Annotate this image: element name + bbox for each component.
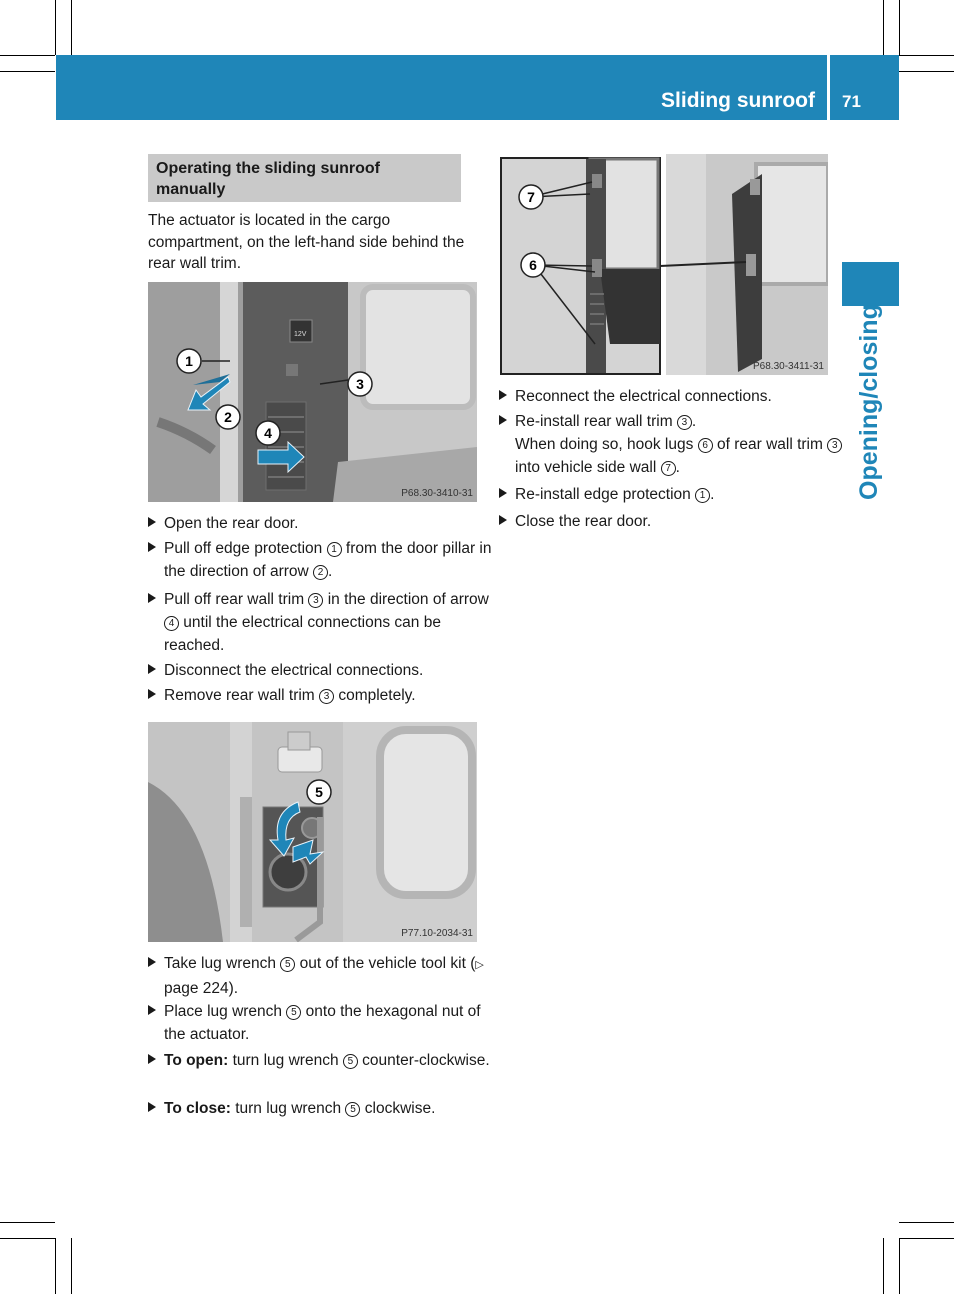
chapter-tab xyxy=(842,262,899,306)
step-text: counter-clockwise. xyxy=(357,1052,490,1069)
callout-6: 6 xyxy=(529,257,537,273)
header-bar xyxy=(56,55,899,120)
step-text: . xyxy=(691,413,697,430)
step-text: page 224). xyxy=(164,980,239,997)
step-text: in the direction of arrow xyxy=(323,591,489,608)
crop-mark xyxy=(71,1238,72,1294)
page-reference-icon: ▷ xyxy=(475,959,484,971)
callout-reference: 2 xyxy=(313,565,328,580)
callout-reference: 5 xyxy=(345,1102,360,1117)
callout-reference: 7 xyxy=(661,461,676,476)
step-text: Remove rear wall trim xyxy=(164,687,320,704)
callout-reference: 6 xyxy=(698,438,713,453)
instruction-step xyxy=(148,588,494,657)
step-arrow-icon xyxy=(148,689,156,699)
step-text: onto the hexagonal nut of the actuator. xyxy=(164,1003,481,1043)
figure-rear-wall-trim xyxy=(148,282,477,502)
step-text: Disconnect the electrical connections. xyxy=(164,662,424,679)
callout-reference: 5 xyxy=(343,1054,358,1069)
instruction-step xyxy=(148,952,494,1000)
instruction-step xyxy=(499,410,845,479)
step-label: To close: xyxy=(164,1100,231,1117)
crop-mark xyxy=(0,1222,55,1223)
crop-mark xyxy=(883,0,884,55)
step-text: When doing so, hook lugs xyxy=(515,436,698,453)
section-heading: Operating the sliding sunroof manually xyxy=(148,154,461,202)
callout-reference: 1 xyxy=(327,542,342,557)
step-arrow-icon xyxy=(499,390,507,400)
instruction-step xyxy=(499,483,845,506)
illustration xyxy=(148,722,477,942)
crop-mark xyxy=(883,1238,884,1294)
callout-reference: 3 xyxy=(677,415,692,430)
step-text: turn lug wrench xyxy=(228,1052,343,1069)
step-arrow-icon xyxy=(148,1005,156,1015)
step-label: To open: xyxy=(164,1052,229,1069)
step-arrow-icon xyxy=(499,415,507,425)
step-text: turn lug wrench xyxy=(230,1100,346,1117)
step-text: until the electrical connections can be reached. xyxy=(164,614,441,654)
section-title: Sliding sunroof xyxy=(661,89,815,112)
instruction-step xyxy=(499,385,845,408)
step-text: Pull off rear wall trim xyxy=(164,591,309,608)
header-divider xyxy=(827,55,830,120)
step-arrow-icon xyxy=(148,957,156,967)
page-number: 71 xyxy=(842,92,861,111)
crop-mark xyxy=(55,1238,56,1294)
step-text: from the door pillar in the direction of arrow xyxy=(164,540,492,580)
step-text: completely. xyxy=(334,687,416,704)
crop-mark xyxy=(899,71,954,72)
step-text: of rear wall trim xyxy=(712,436,828,453)
step-arrow-icon xyxy=(148,593,156,603)
figure-code: P68.30-3411-31 xyxy=(753,361,824,372)
step-arrow-icon xyxy=(148,664,156,674)
callout-5: 5 xyxy=(315,784,323,800)
step-arrow-icon xyxy=(499,515,507,525)
step-text: Pull off edge protection xyxy=(164,540,327,557)
figure-hook-lugs xyxy=(500,154,828,375)
callout-7: 7 xyxy=(527,189,535,205)
figure-code: P68.30-3410-31 xyxy=(401,488,473,499)
illustration xyxy=(500,154,828,375)
crop-mark xyxy=(0,55,55,56)
crop-mark xyxy=(71,0,72,55)
callout-reference: 5 xyxy=(280,957,295,972)
crop-mark xyxy=(0,1238,55,1239)
callout-reference: 3 xyxy=(308,593,323,608)
step-text: Re-install rear wall trim xyxy=(515,413,677,430)
step-arrow-icon xyxy=(148,1102,156,1112)
crop-mark xyxy=(899,1238,954,1239)
callout-2: 2 xyxy=(224,409,232,425)
figure-code: P77.10-2034-31 xyxy=(401,928,473,939)
crop-mark xyxy=(899,1238,900,1294)
socket-label: 12V xyxy=(294,331,307,338)
step-text: . xyxy=(675,459,680,476)
step-text: into vehicle side wall xyxy=(515,459,661,476)
step-arrow-icon xyxy=(148,517,156,527)
crop-mark xyxy=(899,1222,954,1223)
intro-text: The actuator is located in the cargo compartment, on the left-hand side behind the rear wall trim. xyxy=(148,212,465,272)
illustration xyxy=(148,282,477,502)
callout-reference: 3 xyxy=(319,689,334,704)
chapter-label: Opening/closing xyxy=(855,304,883,500)
figure-lug-wrench xyxy=(148,722,477,942)
callout-reference: 5 xyxy=(286,1005,301,1020)
step-text: out of the vehicle tool kit ( xyxy=(295,955,476,972)
instruction-step xyxy=(148,512,494,535)
callout-3: 3 xyxy=(356,376,364,392)
step-text: clockwise. xyxy=(360,1100,436,1117)
step-subtext xyxy=(515,433,845,479)
crop-mark xyxy=(55,0,56,55)
step-text: Close the rear door. xyxy=(515,513,652,530)
step-text: . xyxy=(710,486,715,503)
crop-mark xyxy=(899,0,900,55)
instruction-step xyxy=(148,1049,494,1072)
callout-4: 4 xyxy=(264,425,272,441)
step-arrow-icon xyxy=(148,1054,156,1064)
instruction-step xyxy=(148,684,494,707)
instruction-step xyxy=(148,537,494,583)
step-text: Reconnect the electrical connections. xyxy=(515,388,772,405)
step-text: Place lug wrench xyxy=(164,1003,287,1020)
step-arrow-icon xyxy=(148,542,156,552)
step-text: Re-install edge protection xyxy=(515,486,696,503)
crop-mark xyxy=(0,71,55,72)
instruction-step xyxy=(148,659,494,682)
callout-reference: 3 xyxy=(827,438,842,453)
step-text: Take lug wrench xyxy=(164,955,281,972)
instruction-step xyxy=(499,510,845,533)
step-text: . xyxy=(328,563,333,580)
callout-reference: 1 xyxy=(695,488,710,503)
step-arrow-icon xyxy=(499,488,507,498)
callout-1: 1 xyxy=(185,353,193,369)
callout-reference: 4 xyxy=(164,616,179,631)
instruction-step xyxy=(148,1097,494,1120)
instruction-step xyxy=(148,1000,494,1046)
step-text: Open the rear door. xyxy=(164,515,299,532)
crop-mark xyxy=(899,55,954,56)
